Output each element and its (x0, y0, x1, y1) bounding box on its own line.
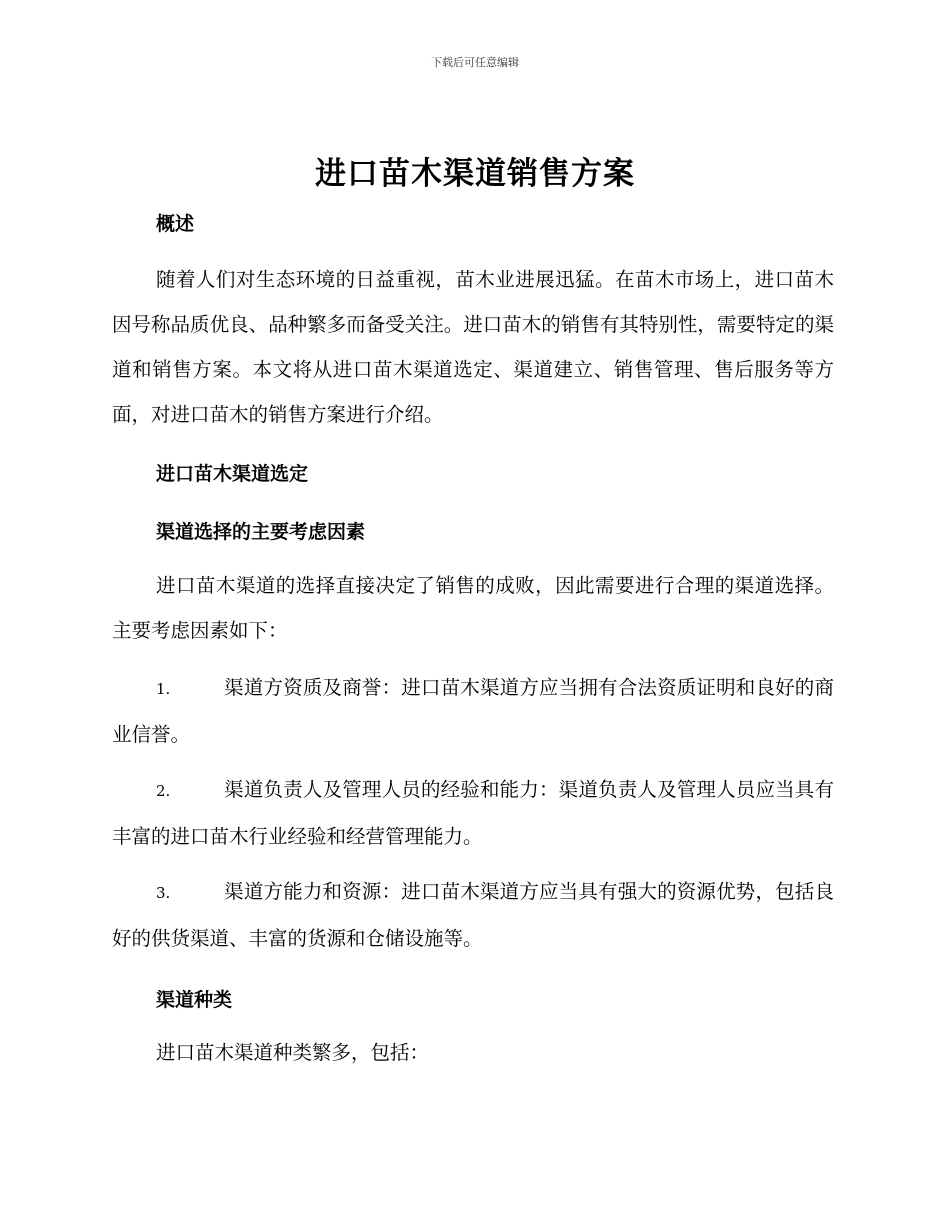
overview-paragraph: 随着人们对生态环境的日益重视，苗木业进展迅猛。在苗木市场上，进口苗木因号称品质优良、品种繁多而备受关注。进口苗木的销售有其特别性，需要特定的渠道和销售方案。本文将从进口苗木渠道选定、渠道建立、销售管理、售后服务等方面，对进口苗木的销售方案进行介绍。 (112, 268, 834, 426)
types-heading: 渠道种类 (156, 989, 233, 1011)
list-item-number: 2. (156, 782, 171, 800)
list-item (112, 767, 834, 859)
page-title: 进口苗木渠道销售方案 (315, 156, 635, 192)
list-item (112, 869, 834, 961)
list-item-text: 渠道方资质及商誉：进口苗木渠道方应当拥有合法资质证明和良好的商业信誉。 (112, 676, 834, 746)
channel-select-heading: 进口苗木渠道选定 (156, 463, 309, 485)
factors-intro-paragraph: 进口苗木渠道的选择直接决定了销售的成败，因此需要进行合理的渠道选择。主要考虑因素如下： (112, 574, 834, 642)
list-item-text: 渠道负责人及管理人员的经验和能力：渠道负责人及管理人员应当具有丰富的进口苗木行业经验和经营管理能力。 (112, 778, 834, 848)
types-intro-paragraph: 进口苗木渠道种类繁多，包括： (156, 1041, 430, 1064)
list-item-number: 1. (156, 680, 171, 698)
list-item-text: 渠道方能力和资源：进口苗木渠道方应当具有强大的资源优势，包括良好的供货渠道、丰富的货源和仓储设施等。 (112, 880, 834, 950)
list-item-number: 3. (156, 884, 171, 902)
list-item (112, 665, 834, 757)
header-note: 下载后可任意编辑 (431, 56, 519, 69)
factors-heading: 渠道选择的主要考虑因素 (156, 521, 366, 543)
overview-heading: 概述 (156, 213, 195, 235)
